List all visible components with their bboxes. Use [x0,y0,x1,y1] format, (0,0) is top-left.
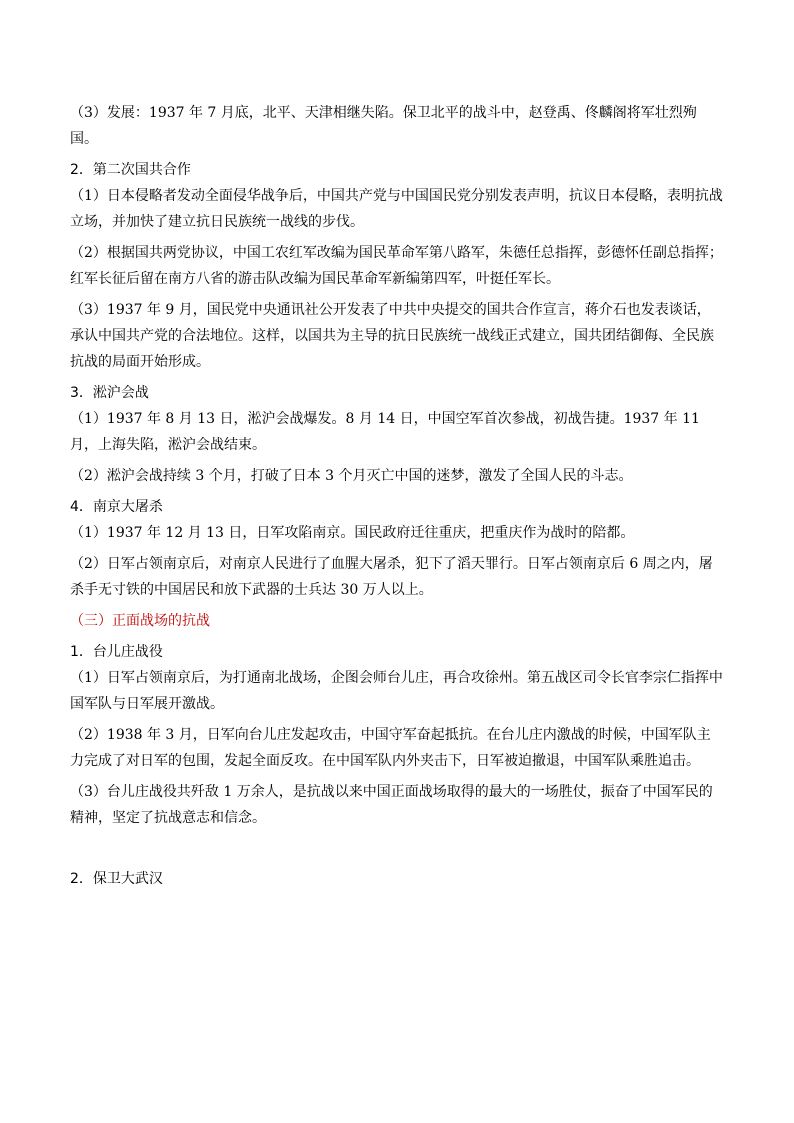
section-heading-second-cooperation: 2．第二次国共合作 [70,162,191,178]
paragraph-taierzhuang-1: （1）日军占领南京后，为打通南北战场，企图会师台儿庄，再合攻徐州。第五战区司令长官李宗仁指挥中国军队与日军展开激战。 [70,670,723,712]
paragraph-songhu-1: （1）1937 年 8 月 13 日，淞沪会战爆发。8 月 14 日，中国空军首次参战，初战告捷。1937 年 11 月，上海失陷，淞沪会战结束。 [70,411,700,453]
paragraph-taierzhuang-2: （2）1938 年 3 月，日军向台儿庄发起攻击，中国守军奋起抵抗。在台儿庄内激战的时候，中国军队主力完成了对日军的包围，发起全面反攻。在中国军队内外夹击下，日军被迫撤退，中国军队乘胜追击。 [70,727,711,769]
blank-spacer [70,831,724,861]
section-heading-wuhan: 2．保卫大武汉 [70,871,163,887]
paragraph-cooperation-3: （3）1937 年 9 月，国民党中央通讯社公开发表了中共中央提交的国共合作宣言，蒋介石也发表谈话，承认中国共产党的合法地位。这样，以国共为主导的抗日民族统一战线正式建立，国共团结御侮、全民族抗战的局面开始形成。 [70,302,714,370]
paragraph-cooperation-2: （2）根据国共两党协议，中国工农红军改编为国民革命军第八路军，朱德任总指挥，彭德怀任副总指挥；红军长征后留在南方八省的游击队改编为国民革命军新编第四军，叶挺任军长。 [70,245,723,287]
paragraph-nanjing-2: （2）日军占领南京后，对南京人民进行了血腥大屠杀，犯下了滔天罪行。日军占领南京后 6 周之内，屠杀手无寸铁的中国居民和放下武器的士兵达 30 万人以上。 [70,556,713,598]
paragraph-nanjing-1: （1）1937 年 12 月 13 日，日军攻陷南京。国民政府迁往重庆，把重庆作为战时的陪都。 [70,525,635,541]
paragraph-development: （3）发展：1937 年 7 月底，北平、天津相继失陷。保卫北平的战斗中，赵登禹、佟麟阁将军壮烈殉国。 [70,105,697,147]
paragraph-cooperation-1: （1）日本侵略者发动全面侵华战争后，中国共产党与中国国民党分别发表声明，抗议日本侵略，表明抗战立场，并加快了建立抗日民族统一战线的步伐。 [70,188,723,230]
section-heading-songhu: 3．淞沪会战 [70,385,149,401]
paragraph-songhu-2: （2）淞沪会战持续 3 个月，打破了日本 3 个月灭亡中国的迷梦，激发了全国人民的斗志。 [70,468,633,484]
chapter-heading-frontal-battlefield: （三）正面战场的抗战 [70,613,210,629]
section-heading-taierzhuang: 1．台儿庄战役 [70,644,163,660]
paragraph-taierzhuang-3: （3）台儿庄战役共歼敌 1 万余人，是抗战以来中国正面战场取得的最大的一场胜仗，振奋了中国军民的精神，坚定了抗战意志和信念。 [70,784,713,826]
section-heading-nanjing: 4．南京大屠杀 [70,499,163,515]
